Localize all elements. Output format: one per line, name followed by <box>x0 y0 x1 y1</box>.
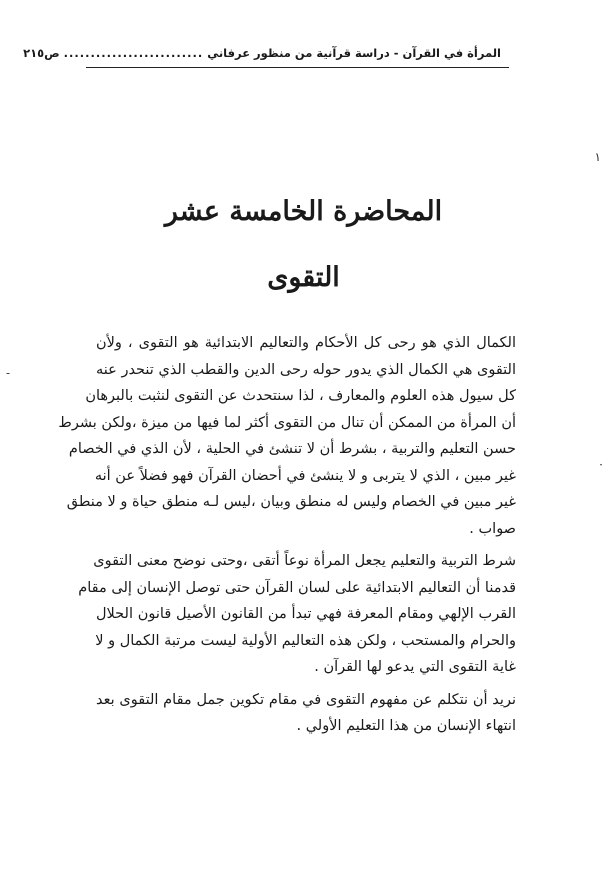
text-line: حسن التعليم والتربية ، بشرط أن لا تنشئ في الحلية ، لأن الذي في الخصام <box>68 441 516 457</box>
text-line: نريد أن نتكلم عن مفهوم التقوى في مقام تكوين جمل مقام التقوى بعد <box>96 691 516 708</box>
running-header <box>23 46 501 60</box>
text-line: صواب . <box>469 520 516 537</box>
topic-title: التقوى <box>267 262 340 293</box>
header-page-number: ص٢١٥ <box>23 46 60 60</box>
header-book-title: المرأة في القرآن - دراسة قرآنية من منظور عرفاني <box>207 46 501 60</box>
text-line: أن المرأة من الممكن أن تنال من التقوى أكثر لما فيها من ميزة ،ولكن بشرط <box>58 414 516 431</box>
header-rule <box>86 67 509 68</box>
text-line: والحرام والمستحب ، ولكن هذه التعاليم الأولية ليست مرتبة الكمال و لا <box>95 632 516 649</box>
text-line: الكمال الذي هو رحى كل الأحكام والتعاليم الابتدائية هو التقوى ، ولأن <box>96 335 516 351</box>
text-line: غير مبين ، الذي لا يتربى و لا ينشئ في أحضان القرآن فهو فضلاً عن أنه <box>94 467 516 484</box>
text-line: قدمنا أن التعاليم الابتدائية على لسان القرآن حتى توصل الإنسان إلى مقام <box>78 579 516 596</box>
text-line: التقوى هي الكمال الذي يدور حوله رحى الدين والقطب الذي تنحدر عنه <box>96 361 516 378</box>
text-line: القرب الإلهي ومقام المعرفة فهي تبدأ من القانون الأصيل قانون الحلال <box>96 606 516 622</box>
lecture-title: المحاضرة الخامسة عشر <box>164 196 443 227</box>
margin-mark-left: - <box>6 366 11 380</box>
paragraph <box>96 687 516 740</box>
text-line: كل سيول هذه العلوم والمعارف ، لذا سنتحدث عن التقوى لنثبت بالبرهان <box>85 388 516 404</box>
paragraph <box>78 548 516 681</box>
header-leader-dots: .......................... <box>63 46 204 60</box>
text-line: شرط التربية والتعليم يجعل المرأة نوعاً أتقى ،وحتى نوضح معنى التقوى <box>93 553 516 569</box>
text-line: انتهاء الإنسان من هذا التعليم الأولي . <box>296 718 516 734</box>
text-line: غاية التقوى التي يدعو لها القرآن . <box>314 659 516 675</box>
paragraph <box>58 330 516 542</box>
text-line: غير مبين في الخصام وليس له منطق وبيان ،ليس لـه منطق حياة و لا منطق <box>66 494 516 510</box>
margin-mark-right: · <box>599 458 603 472</box>
margin-mark-top-right: ١ <box>594 150 601 164</box>
body-text <box>58 330 516 740</box>
